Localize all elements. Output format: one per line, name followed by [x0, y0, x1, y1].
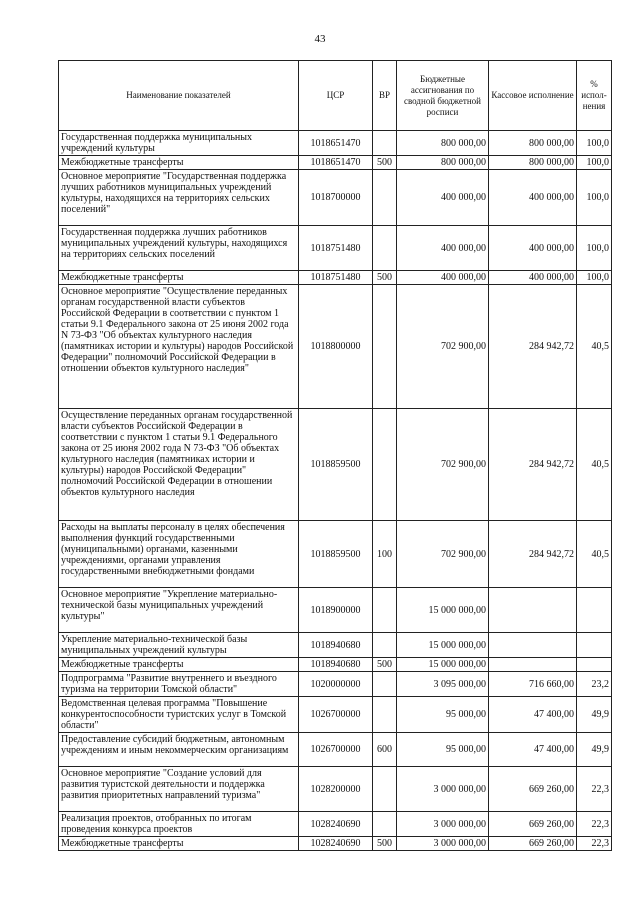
row-cash: 669 260,00	[489, 767, 577, 812]
row-vr	[373, 285, 397, 409]
row-vr: 500	[373, 658, 397, 672]
row-assign: 15 000 000,00	[397, 633, 489, 658]
row-vr: 500	[373, 156, 397, 170]
row-cash: 400 000,00	[489, 170, 577, 226]
row-csr: 1028240690	[299, 812, 373, 837]
row-vr: 500	[373, 271, 397, 285]
row-vr: 600	[373, 733, 397, 767]
table-row	[59, 733, 612, 767]
row-vr	[373, 697, 397, 733]
table-row	[59, 672, 612, 697]
row-vr	[373, 170, 397, 226]
row-name: Межбюджетные трансферты	[59, 837, 299, 851]
row-cash: 400 000,00	[489, 271, 577, 285]
row-vr	[373, 131, 397, 156]
row-pct: 22,3	[577, 812, 612, 837]
row-cash	[489, 658, 577, 672]
table-row	[59, 226, 612, 271]
row-vr: 500	[373, 837, 397, 851]
row-csr: 1018800000	[299, 285, 373, 409]
row-cash: 284 942,72	[489, 285, 577, 409]
table-header-row	[59, 61, 612, 131]
row-assign: 15 000 000,00	[397, 658, 489, 672]
row-vr	[373, 409, 397, 521]
header-cash: Кассовое исполнение	[489, 61, 577, 131]
row-csr: 1026700000	[299, 697, 373, 733]
row-cash: 669 260,00	[489, 812, 577, 837]
row-name: Осуществление переданных органам государственной власти субъектов Российской Федерации в соответствии с пунктом 1 статьи 9.1 Федерального закона от 25 июня 2002 года N 73-ФЗ "Об объектах культурного наследия (памятниках истории и культуры) народов Российской Федерации" полномочий Российской Федерации в отношении объектов культурного наследия	[59, 409, 299, 521]
row-pct: 49,9	[577, 697, 612, 733]
row-assign: 702 900,00	[397, 521, 489, 588]
row-csr: 1028240690	[299, 837, 373, 851]
row-pct: 40,5	[577, 409, 612, 521]
row-assign: 3 000 000,00	[397, 837, 489, 851]
row-pct: 22,3	[577, 837, 612, 851]
row-pct: 100,0	[577, 271, 612, 285]
table-row	[59, 170, 612, 226]
row-csr: 1018900000	[299, 588, 373, 633]
row-vr	[373, 672, 397, 697]
row-pct: 100,0	[577, 226, 612, 271]
row-cash: 284 942,72	[489, 521, 577, 588]
table-row	[59, 285, 612, 409]
row-cash: 47 400,00	[489, 697, 577, 733]
row-pct: 100,0	[577, 170, 612, 226]
row-assign: 702 900,00	[397, 409, 489, 521]
row-csr: 1018940680	[299, 633, 373, 658]
table-row	[59, 521, 612, 588]
row-csr: 1020000000	[299, 672, 373, 697]
row-vr	[373, 226, 397, 271]
row-name: Межбюджетные трансферты	[59, 156, 299, 170]
row-pct	[577, 633, 612, 658]
row-pct	[577, 658, 612, 672]
row-name: Основное мероприятие "Осуществление переданных органам государственной власти субъектов Российской Федерации в соответствии с пунктом 1 статьи 9.1 Федерального закона от 25 июня 2002 года N 73-ФЗ "Об объектах культурного наследия (памятниках истории и культуры) народов Российской Федерации" полномочий Российской Федерации в отношении объектов культурного наследия"	[59, 285, 299, 409]
row-name: Укрепление материально-технической базы муниципальных учреждений культуры	[59, 633, 299, 658]
row-vr	[373, 767, 397, 812]
row-pct: 40,5	[577, 285, 612, 409]
row-csr: 1028200000	[299, 767, 373, 812]
row-csr: 1018700000	[299, 170, 373, 226]
row-assign: 400 000,00	[397, 170, 489, 226]
budget-table	[58, 60, 612, 851]
row-csr: 1018651470	[299, 131, 373, 156]
row-vr	[373, 588, 397, 633]
row-vr	[373, 633, 397, 658]
header-pct-symbol: %	[590, 79, 598, 89]
table-row	[59, 588, 612, 633]
table-row	[59, 767, 612, 812]
row-cash: 400 000,00	[489, 226, 577, 271]
row-name: Государственная поддержка лучших работников муниципальных учреждений культуры, находящихся на территориях сельских поселений	[59, 226, 299, 271]
row-name: Межбюджетные трансферты	[59, 658, 299, 672]
row-name: Расходы на выплаты персоналу в целях обеспечения выполнения функций государственными (муниципальными) органами, казенными учреждениями, органами управления государственными внебюджетными фондами	[59, 521, 299, 588]
table-row	[59, 697, 612, 733]
row-cash	[489, 588, 577, 633]
row-assign: 800 000,00	[397, 156, 489, 170]
row-name: Межбюджетные трансферты	[59, 271, 299, 285]
row-name: Основное мероприятие "Создание условий для развития туристской деятельности и поддержка развития приоритетных направлений туризма"	[59, 767, 299, 812]
header-pct	[577, 61, 612, 131]
row-assign: 3 095 000,00	[397, 672, 489, 697]
row-assign: 800 000,00	[397, 131, 489, 156]
row-name: Подпрограмма "Развитие внутреннего и въездного туризма на территории Томской области"	[59, 672, 299, 697]
row-cash	[489, 633, 577, 658]
row-cash: 800 000,00	[489, 131, 577, 156]
row-name: Основное мероприятие "Укрепление материально-технической базы муниципальных учреждений культуры"	[59, 588, 299, 633]
header-vr: ВР	[373, 61, 397, 131]
table-row	[59, 156, 612, 170]
row-assign: 400 000,00	[397, 271, 489, 285]
row-assign: 15 000 000,00	[397, 588, 489, 633]
row-csr: 1018859500	[299, 409, 373, 521]
row-assign: 3 000 000,00	[397, 812, 489, 837]
header-pct-label: испол-нения	[581, 90, 607, 111]
row-name: Реализация проектов, отобранных по итогам проведения конкурса проектов	[59, 812, 299, 837]
table-row	[59, 812, 612, 837]
table-row	[59, 633, 612, 658]
table-row	[59, 131, 612, 156]
page-number: 43	[314, 33, 326, 45]
row-cash: 669 260,00	[489, 837, 577, 851]
row-cash: 284 942,72	[489, 409, 577, 521]
header-name: Наименование показателей	[59, 61, 299, 131]
row-pct: 40,5	[577, 521, 612, 588]
row-cash: 716 660,00	[489, 672, 577, 697]
row-assign: 702 900,00	[397, 285, 489, 409]
row-pct: 23,2	[577, 672, 612, 697]
row-csr: 1018751480	[299, 226, 373, 271]
table-row	[59, 271, 612, 285]
row-name: Основное мероприятие "Государственная поддержка лучших работников муниципальных учреждений культуры, находящихся на территориях сельских поселений"	[59, 170, 299, 226]
row-name: Предоставление субсидий бюджетным, автономным учреждениям и иным некоммерческим организациям	[59, 733, 299, 767]
table-row	[59, 409, 612, 521]
row-vr: 100	[373, 521, 397, 588]
row-vr	[373, 812, 397, 837]
row-cash: 47 400,00	[489, 733, 577, 767]
row-pct: 49,9	[577, 733, 612, 767]
row-pct	[577, 588, 612, 633]
row-pct: 100,0	[577, 156, 612, 170]
row-pct: 22,3	[577, 767, 612, 812]
row-csr: 1018859500	[299, 521, 373, 588]
row-csr: 1026700000	[299, 733, 373, 767]
row-cash: 800 000,00	[489, 156, 577, 170]
row-assign: 3 000 000,00	[397, 767, 489, 812]
row-assign: 400 000,00	[397, 226, 489, 271]
header-csr: ЦСР	[299, 61, 373, 131]
row-assign: 95 000,00	[397, 697, 489, 733]
header-assign: Бюджетные ассигнования по сводной бюджетной росписи	[397, 61, 489, 131]
row-csr: 1018751480	[299, 271, 373, 285]
row-csr: 1018651470	[299, 156, 373, 170]
table-row	[59, 837, 612, 851]
table-row	[59, 658, 612, 672]
row-name: Ведомственная целевая программа "Повышение конкурентоспособности туристских услуг в Томской области"	[59, 697, 299, 733]
row-name: Государственная поддержка муниципальных учреждений культуры	[59, 131, 299, 156]
row-pct: 100,0	[577, 131, 612, 156]
row-csr: 1018940680	[299, 658, 373, 672]
row-assign: 95 000,00	[397, 733, 489, 767]
